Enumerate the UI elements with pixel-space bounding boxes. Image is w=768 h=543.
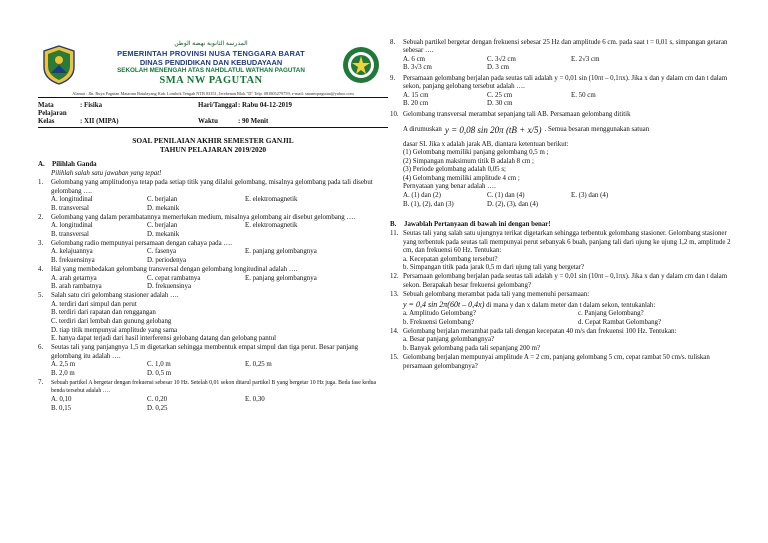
option: D. (2), (3), dan (4) [487,200,539,208]
statement: Pernyataan yang benar adalah …. [403,183,496,191]
option: E. 2√3 cm [571,55,600,63]
option: C. (1) dan (4) [487,191,525,199]
time-value: : 90 Menit [238,117,269,125]
date-value: : Rabu 04-12-2019 [238,102,292,109]
options [38,275,388,292]
sub-question: d. Cepat Rambat Gelombang? [578,318,662,326]
option: E. panjang gelombangnya [245,248,317,256]
options [390,310,738,327]
formula-suffix: . Semua besaran menggunakan satuan [544,126,650,134]
question-11 [390,230,738,273]
time-label: Waktu [198,117,218,125]
options [38,396,388,413]
option: D. 0,25 [147,404,168,412]
left-column [38,40,388,413]
question-number: 8. [390,38,396,46]
sub-question: a. Kecepatan gelombang tersebut? [403,255,498,263]
question-number: 10. [390,111,399,118]
school-crest-icon [342,46,380,84]
question-number: 9. [390,74,396,82]
option: B. 2,0 m [51,369,75,377]
question-text: Persamaan gelombang berjalan pada seutas tali adalah y = 0,01 sin (10πt – 0,1πx). Jika x dan y dalam cm dan t dalam sekon. Berapakah besar frekuensi gelombang? [403,273,728,289]
question-number: 1. [38,178,44,186]
sub-question: c. Panjang Gelombang? [578,310,644,318]
option: A. terdiri dari simpul dan perut [51,300,137,308]
option: B. 20 cm [403,100,429,108]
statement: (2) Simpangan maksimum titik B adalah 8 cm ; [403,157,534,165]
question-number: 13. [390,291,399,299]
option: B. frekuensinya [51,257,95,264]
option: E. elektromagnetik [245,222,298,230]
option: D. periodenya [147,257,187,264]
subject-value: : Fisika [80,102,103,109]
dept-line: DINAS PENDIDIKAN DAN KEBUDAYAAN [139,58,283,68]
gov-line: PEMERINTAH PROVINSI NUSA TENGGARA BARAT [117,49,305,58]
question-text: Gelombang berjalan merambat pada tali dengan kecepatan 40 m/s dan frekuensi 100 Hz. Tentukan: [403,327,677,335]
class-value: : XII (MIPA) [80,117,119,125]
school-fullname: SEKOLAH MENENGAH ATAS NAHDLATUL WATHAN PAGUTAN [117,67,305,75]
option: E. 0,30 [245,396,265,403]
section-b-heading [390,221,738,230]
question-text: Gelombang yang dalam perambatannya memerlukan medium, misalnya gelombang air disebut gelombang …. [51,213,356,221]
option: B. terdiri dari rapatan dan renggangan [51,309,156,317]
arabic-line: المدرسة الثانوية نهضة الوطن [174,40,248,47]
section-a-heading [38,161,388,170]
question-2 [38,214,388,240]
statement: (3) Periode gelombang adalah 0,05 s; [403,166,506,174]
date-label: Hari/Tanggal [198,102,238,109]
province-seal-icon [42,45,76,85]
wave-equation: y = 0,08 sin 20π (tB + x/5) [444,124,542,135]
option: B. transversal [51,204,89,212]
option: A. 15 cm [403,91,429,99]
question-text: Salah satu ciri gelombang stasioner adalah …. [51,292,179,300]
title-line-2: TAHUN PELAJARAN 2019/2020 [159,145,267,155]
options [38,361,388,378]
statement: (1) Gelombang memiliki panjang gelombang 0,5 m ; [403,149,549,157]
options [390,56,738,73]
question-number: 12. [390,273,399,281]
question-text: di mana y dan x dalam meter dan t dalam sekon, tentukanlah: [486,301,656,309]
letterhead [38,40,388,98]
option: C. terdiri dari lembah dan gunung gelobang [51,317,172,325]
option: D. tiap titik mempunyai amplitude yang sama [51,326,178,334]
school-address: Alamat : Jln. Ruya Pagutan Mataram Batulayang Kab. Lombok Tengah NTB 83351, Jerebenan Blok "D" Telp. 081805279759, e-mail: smanwpagutan@yahoo.com [72,90,354,96]
option: C. fasenya [147,248,177,256]
question-3 [38,240,388,266]
wave-equation: y = 0,4 sin 2π(60t – 0,4x) [403,299,485,309]
question-5 [38,292,388,343]
question-text: Hal yang membedakan gelombang transversal dengan gelombang longitudinal adalah …. [51,266,298,274]
option: C. berjalan [147,196,178,204]
section-number: B. [390,221,397,229]
option: B. arah rambatnya [51,283,102,291]
option: E. 50 cm [571,91,596,99]
question-text: Gelombang radio mempunyai persamaan dengan cahaya pada …. [51,239,233,247]
question-text: Seutas tali yang panjangnya 1,5 m digetarkan sehingga membentuk empat simpul dan tiga perut. Besar panjang gelombang itu adalah …. [51,344,359,360]
question-14 [390,328,738,354]
letterhead-text [82,40,340,87]
option: A. longitudinal [51,222,93,230]
question-6 [38,344,388,378]
question-13 [390,291,738,327]
question-9 [390,75,738,109]
option: E. 0,25 m [245,361,272,369]
divider [38,127,388,128]
question-text: Gelombang yang amplitudonya tetap pada setiap titik yang dilalui gelombang, misalnya gelombang pada tali disebut gelombang …. [51,178,373,195]
option: A. (1) dan (2) [403,191,441,199]
question-8 [390,39,738,73]
question-15 [390,354,738,371]
exam-info [38,102,388,126]
option: D. mekanik [147,204,180,212]
question-number: 3. [38,239,44,247]
section-number: A. [38,161,45,169]
question-7 [38,379,388,413]
options [390,92,738,109]
option: E. elektromagnetik [245,196,298,204]
section-title: Pilihlah Ganda [52,161,97,169]
question-number: 4. [38,266,44,274]
question-1 [38,179,388,213]
option: E. (3) dan (4) [571,191,609,199]
option: C. 1,0 m [147,361,171,369]
question-number: 5. [38,292,44,300]
sub-question: b. Simpangan titik pada jarak 0,5 m dari ujung tali yang bergetar? [403,264,585,272]
question-number: 11. [390,230,399,238]
option: A. kelajuannya [51,248,93,256]
title-line-1: SOAL PENILAIAN AKHIR SEMESTER GANJIL [132,135,294,145]
subject-label: Mata Pelajaran [38,102,67,117]
option: C. 3√2 cm [487,55,516,63]
sub-question: a. Amplitudo Gelombang? [403,310,476,318]
option: C. 25 cm [487,91,513,99]
school-name: SMA NW PAGUTAN [159,75,263,87]
question-number: 15. [390,354,399,361]
sub-question: b. Frekuensi Gelombang? [403,318,474,326]
option: C. 0,20 [147,396,168,403]
question-text: Seutas tali yang salah satu ujungnya terikat digetarkan sehingga terbentuk gelombang stasioner. Gelombang stasioner yang terbentuk pada seutas tali mempunyai perut sebanyak 6 buah, panjang tali dari ujung ke ujung 1,2 m, amplitude 2 cm, dan frekuensi 60 Hz. Tentukan: [403,230,731,255]
option: C. berjalan [147,222,178,230]
instruction: Pilihlah salah satu jawaban yang tepat! [51,169,162,177]
question-text: dasar SI. Jika x adalah jarak AB, diantara ketentuan berikut: [403,140,569,148]
question-text: Gelombang transversal merambat sepanjang tali AB. Persamaan gelombang dititik [403,111,631,118]
question-number: 7. [38,378,44,386]
question-number: 2. [38,213,44,221]
option: B. 3√3 cm [403,64,432,72]
option: E. hanya dapat terjadi dari hasil interferensi gelobang datang dan gelobang pantul [51,335,277,343]
option: C. cepat rambatnya [147,274,201,282]
question-number: 14. [390,327,399,335]
options [38,248,388,265]
class-label: Kelas [38,117,55,125]
question-4 [38,266,388,292]
option: A. 6 cm [403,55,426,63]
question-number: 6. [38,344,44,352]
option: A. arah getarnya [51,274,97,282]
option: A. 0,10 [51,396,72,403]
option: D. mekanik [147,230,180,238]
option: B. transversal [51,230,89,238]
exam-title [38,136,388,155]
right-column [390,38,738,371]
formula-line [390,121,738,141]
options [38,196,388,213]
option: E. panjang gelombangnya [245,274,317,282]
options [390,192,738,209]
question-10 [390,111,738,209]
question-12 [390,273,738,290]
option: D. frekuensinya [147,283,192,291]
question-text: Sebuah gelombang merambat pada tali yang memenuhi persamaan: [403,291,590,299]
option: D. 3 cm [487,64,510,72]
question-text: Sebuah partikel bergetar dengan frekuensi sebesar 25 Hz dan amplitude 6 cm. pada saat t = 0,01 s, simpangan getaran sebesar …. [403,38,728,55]
question-text: Persamaan gelombang berjalan pada seutas tali adalah y = 0,01 sin (10πt – 0,1πx). Jika x dan y dalam cm dan t dalam sekon, panjang gelobang tersebut adalah …. [403,74,728,91]
question-text: Gelombang berjalan mempunyai amplitude A = 2 cm, panjang gelombang 5 cm, cepat rambat 50 cm/s. tuliskan persamaan gelombangnya? [403,354,710,370]
formula-prefix: A dirumuskan [403,126,442,134]
option: B. 0,15 [51,404,72,412]
section-title: Jawablah Pertanyaan di bawah ini dengan benar! [404,221,551,229]
options [38,222,388,239]
option: B. (1), (2), dan (3) [403,200,454,208]
question-text: Sebuah partikel A bergetar dengan frekuensi sebesar 10 Hz. Setelah 0,01 sekon ditarul partikel B yang bergetar 10 Hz juga. Beda fase kedua benda tersebut adalah …. [51,379,377,395]
option: A. 2,5 m [51,361,76,369]
option: D. 30 cm [487,100,513,108]
option: D. 0,5 m [147,369,172,377]
statement: (4) Gelombang memiliki amplitude 4 cm ; [403,174,520,182]
option: A. longitudinal [51,196,93,204]
sub-question: b. Banyak gelombang pada tali sepanjang 200 m? [403,344,541,352]
sub-question: a. Besar panjang gelombangnya? [403,336,495,344]
